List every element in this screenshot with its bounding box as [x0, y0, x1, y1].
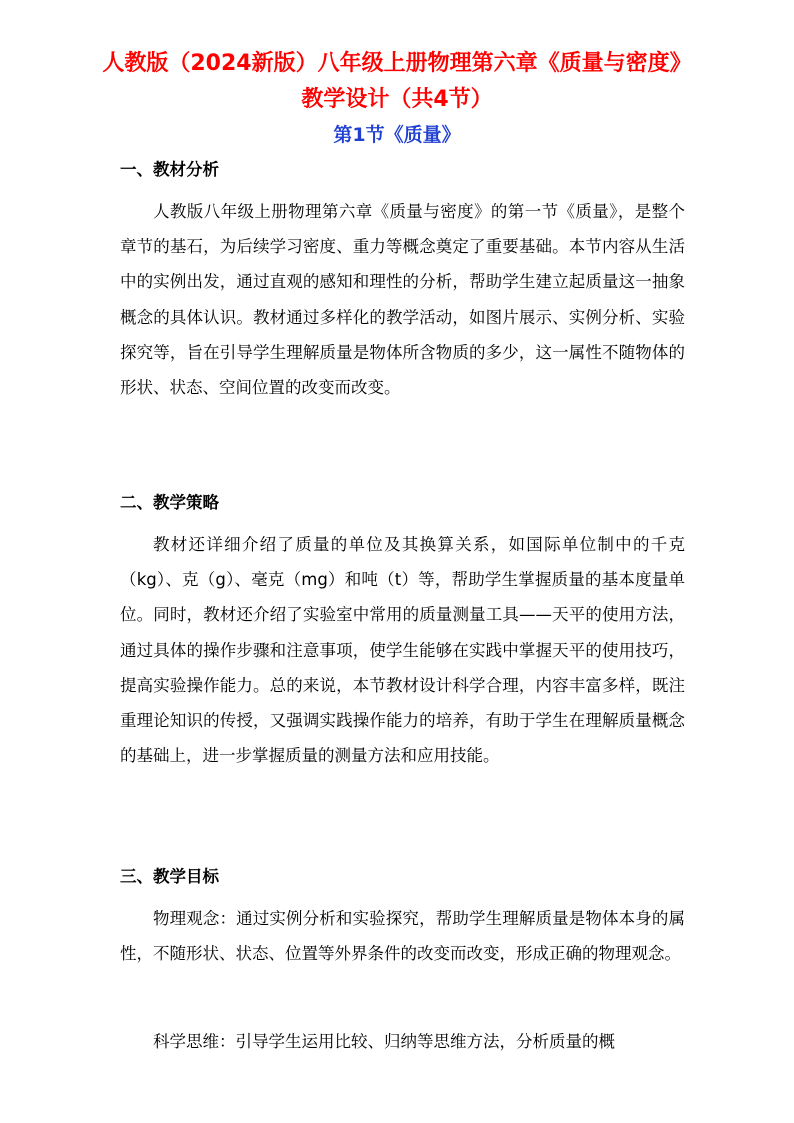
paragraph-textbook-analysis: 人教版八年级上册物理第六章《质量与密度》的第一节《质量》，是整个章节的基石，为后续学习密度、重力等概念奠定了重要基础。本节内容从生活中的实例出发，通过直观的感知和理性的分析，帮助学生建立起质量这一抽象概念的具体认识。教材通过多样化的教学活动，如图片展示、实例分析、实验探究等，旨在引导学生理解质量是物体所含物质的多少，这一属性不随物体的形状、状态、空间位置的改变而改变。: [120, 202, 685, 398]
document-title: 人教版（2024新版）八年级上册物理第六章《质量与密度》教学设计（共4节）: [102, 51, 692, 112]
heading-textbook-analysis: 一、教材分析: [120, 160, 219, 179]
heading-teaching-objectives: 三、教学目标: [120, 867, 219, 886]
paragraph-teaching-strategy: 教材还详细介绍了质量的单位及其换算关系，如国际单位制中的千克（kg）、克（g）、毫克（mg）和吨（t）等，帮助学生掌握质量的基本度量单位。同时，教材还介绍了实验室中常用的质量测量工具——天平的使用方法，通过具体的操作步骤和注意事项，使学生能够在实践中掌握天平的使用技巧，提高实验操作能力。总的来说，本节教材设计科学合理，内容丰富多样，既注重理论知识的传授，又强调实践操作能力的培养，有助于学生在理解质量概念的基础上，进一步掌握质量的测量方法和应用技能。: [120, 535, 685, 766]
paragraph-physics-concept: 物理观念：通过实例分析和实验探究，帮助学生理解质量是物体本身的属性，不随形状、状态、位置等外界条件的改变而改变，形成正确的物理观念。: [120, 909, 685, 964]
section-subtitle: 第1节《质量》: [333, 124, 461, 146]
paragraph-scientific-thinking: 科学思维：引导学生运用比较、归纳等思维方法，分析质量的概: [153, 1032, 615, 1051]
heading-teaching-strategy: 二、教学策略: [120, 493, 219, 512]
